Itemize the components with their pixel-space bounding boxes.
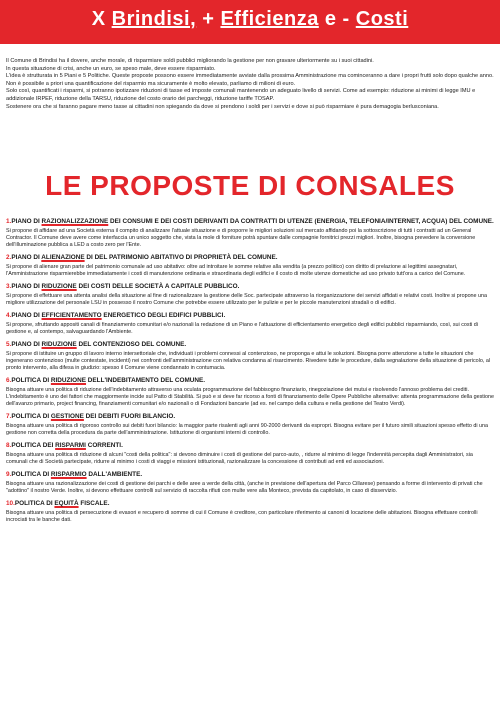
proposal-title-pre: PIANO DI (11, 312, 42, 319)
proposal-title-pre: POLITICA DI (14, 500, 55, 507)
intro-paragraph: In questa situazione di crisi, anche un euro, se speso male, deve essere risparmiato. (6, 65, 216, 72)
proposal-title (6, 341, 494, 349)
proposal-title-post: DEL CONTENZIOSO DEL COMUNE. (76, 341, 187, 348)
proposal-title-post: DI DEL PATRIMONIO ABITATIVO DI PROPRIETÀ DEL COMUNE. (84, 254, 278, 261)
proposal-body: Si propone, sfruttando appositi canali di finanziamento comunitari e/o nazionali la redazione di un Piano e l'attuazione di efficientamento energetico degli edifici pubblici risparmiando, così, sui costi di gestione e, al contempo, salvaguardando l'Ambiente. (6, 322, 478, 335)
proposal-item (6, 312, 494, 336)
proposal-title-pre: PIANO DI (11, 218, 42, 225)
proposal-keyword: RIDUZIONE (41, 283, 77, 290)
proposal-item (6, 442, 494, 466)
proposal-body: Bisogna attuare una politica di rigoroso controllo sui debiti fuori bilancio: la maggior parte risalenti agli anni 90-2000 derivanti da espropri. Bisogna evitare per il futuro simili situazioni spesso effetto di una gestione non corretta della procedura da parte dell'amministrazione. Istituzione di organismi interni di controllo. (6, 423, 489, 436)
proposal-number: 1. (6, 218, 12, 225)
title-plus: + (196, 8, 221, 30)
proposal-title-post: DEI CONSUMI E DEI COSTI DERIVANTI DA CONTRATTI DI UTENZE (ENERGIA, TELEFONIA/INTERNET, ACQUA) DEL COMUNE. (108, 218, 494, 225)
proposal-title-post: DELL'INDEBITAMENTO DEL COMUNE. (86, 377, 206, 384)
intro-paragraph: Solo così, quantificati i risparmi, si potranno ipotizzare riduzioni di tasse ed imposte comunali mantenendo un adeguato livello di servizi. Come ad esempio: riduzione ai minimi di legge IMU e addizionale IRPEF, riduzione della TARSU, riduzione del costo orario dei parcheggi, riduzione tariffe TOSAP. (6, 88, 476, 102)
proposal-title (6, 413, 494, 421)
proposal-number: 8. (6, 442, 12, 449)
proposal-body: Bisogna attuare una politica di riduzione di alcuni "costi della politica": si devono diminuire i costi di gestione del parco-auto, , ridurre al minimo di legge l'indennità percepita dagli Amministratori, sia comunali che di Società partecipate, ridurre al minimo i costi di viaggi e missioni istituzionali, razionalizzare la concessione di contributi ad enti ed associazioni. (6, 452, 473, 465)
title-efficienza: Efficienza (220, 8, 319, 30)
proposal-body: Si propone di effettuare una attenta analisi della situazione al fine di razionalizzare la gestione delle Soc. partecipate attraverso la riorganizzazione dei servizi affidati e relativi costi. Inoltre si propone una migliore utilizzazione del personale LSU in possesso il nostro Comune che potrebbe essere utilizzato per le pulizie e per le piccole manutenzioni stradali o di edifici. (6, 293, 488, 306)
proposal-title-pre: PIANO DI (11, 341, 42, 348)
header-banner (0, 0, 500, 44)
proposal-keyword: RISPARMI (55, 442, 86, 449)
proposal-title (6, 377, 494, 385)
proposal-item (6, 218, 494, 249)
banner-title (0, 8, 500, 31)
proposal-keyword: EQUITÀ (54, 500, 79, 507)
proposal-keyword: RAZIONALIZZAZIONE (41, 218, 109, 225)
proposal-number: 10. (6, 500, 15, 507)
title-brindisi: Brindisi, (111, 8, 197, 30)
proposal-keyword: RIDUZIONE (50, 377, 87, 384)
proposal-title (6, 218, 494, 226)
proposal-title-pre: POLITICA DI (11, 413, 51, 420)
proposal-item (6, 471, 494, 495)
intro-paragraph: L'idea è strutturata in 5 Piani e 5 Politiche. Queste proposte possono essere immediatamente avviate dalla prossima Amministrazione ma cominceranno a dare i propri frutti solo dopo qualche anno. Non è possibile a priori una quantificazione del risparmio ma sicuramente è molto elevato, parliamo di milioni di euro. (6, 73, 494, 87)
proposal-body: Bisogna attuare una politica di persecuzione di evasori e recupero di somme di cui il Comune è creditore, con particolare riferimento ai canoni di locazione delle abitazioni. Bisogna effettuare controlli incrociati tra le banche dati. (6, 510, 478, 523)
proposal-title-pre: POLITICA DI (11, 471, 51, 478)
proposal-keyword: ALIENAZIONE (41, 254, 85, 261)
proposal-item (6, 341, 494, 372)
proposal-item (6, 254, 494, 278)
proposal-title (6, 254, 494, 262)
proposal-title (6, 283, 494, 291)
proposal-title-post: DEI COSTI DELLE SOCIETÀ A CAPITALE PUBBLICO. (76, 283, 240, 290)
proposal-body: Si propone di affidare ad una Società esterna il compito di analizzare l'attuale situazione e di proporre le migliori soluzioni sul mercato affidando poi la sottoscrizione di tutti i contratti ad un General Contractor. Il Comune deve avere come interfaccia un unico soggetto che, vista la mole di forniture potrà spuntare dalle compagnie fornitrici prezzi migliori. Inoltre, bisogna prevedere la conversione dell'illuminazione pubblica a LED a costo zero per l'Ente. (6, 228, 476, 248)
proposal-keyword: GESTIONE (50, 413, 84, 420)
proposal-number: 5. (6, 341, 12, 348)
title-costi: Costi (355, 8, 409, 30)
proposal-title-pre: POLITICA DI (11, 377, 51, 384)
proposal-title (6, 312, 494, 320)
proposal-title (6, 442, 494, 450)
proposal-number: 3. (6, 283, 12, 290)
title-minus: e - (318, 8, 356, 30)
proposal-item (6, 283, 494, 307)
proposal-item (6, 377, 494, 408)
proposal-number: 7. (6, 413, 12, 420)
proposal-title-pre: PIANO DI (11, 283, 42, 290)
proposal-keyword: RISPARMIO (50, 471, 87, 478)
proposal-title-post: CORRENTI. (85, 442, 123, 449)
proposal-body: Bisogna attuare una razionalizzazione dei costi di gestione dei parchi e delle aree a verde della città, (anche in previsione dell'apertura del Parco Cillarese) pensando a forme di intervento di privati che "adottino" il nostro Verde. Inoltre, si devono effettuare controlli sul servizio di raccolta rifiuti con multe vere alla Monteco, prevista da capitolato, in caso di disservizio. (6, 481, 483, 494)
proposal-title-pre: POLITICA DEI (11, 442, 56, 449)
proposal-title-pre: PIANO DI (11, 254, 42, 261)
proposal-number: 4. (6, 312, 12, 319)
proposal-title (6, 500, 494, 508)
proposal-number: 2. (6, 254, 12, 261)
proposals-list (6, 218, 494, 529)
proposal-body: Bisogna attuare una politica di riduzione dell'indebitamento attraverso una oculata programmazione del fabbisogno finanziario, rinegoziazione dei mutui e risolvendo l'annoso problema dei crediti. L'indebitamento è uno dei fattori che maggiormente incide sul Patto di Stabilità. Si può e si deve far ricorso a fonti di finanziamento delle Opere Pubbliche alternative: attenta programmazione della gestione dell'avanzo primario, project financing, finanziamenti comunitari e/o nazionali o di Fondazioni bancarie (ad es. nel campo della cultura e nella gestione del Teatro Verdi). (6, 387, 494, 407)
proposal-number: 6. (6, 377, 12, 384)
proposal-body: Si propone di alienare gran parte del patrimonio comunale ad uso abitativo: oltre ad introitare le somme relative alla vendita (a prezzo politico) con diritto di prelazione ai legittimi assegnatari, l'Amministrazione risparmierebbe immediatamente i costi di manutenzione ordinaria e straordinaria degli edifici e il costo di molte utenze domestiche ad uso privato tutt'ora a carico del Comune. (6, 264, 466, 277)
proposal-number: 9. (6, 471, 12, 478)
intro-paragraph: Il Comune di Brindisi ha il dovere, anche morale, di risparmiare soldi pubblici migliorando la gestione per non gravare ulteriormente su i suoi cittadini. (6, 58, 374, 64)
proposal-title-post: DEI DEBITI FUORI BILANCIO. (83, 413, 176, 420)
proposal-title-post: DALL'AMBIENTE. (86, 471, 143, 478)
proposal-item (6, 413, 494, 437)
intro-text (6, 58, 494, 111)
proposal-title-post: FISCALE. (78, 500, 110, 507)
main-title: LE PROPOSTE DI CONSALES (45, 170, 455, 201)
title-prefix: X (91, 8, 112, 30)
proposal-item (6, 500, 494, 524)
proposal-keyword: RIDUZIONE (41, 341, 77, 348)
proposal-title (6, 471, 494, 479)
proposal-title-post: ENERGETICO DEGLI EDIFICI PUBBLICI. (101, 312, 226, 319)
proposal-keyword: EFFICIENTAMENTO (41, 312, 102, 319)
proposal-body: Si propone di istituire un gruppo di lavoro interno intersettoriale che, individuati i problemi connessi al contenzioso, ne proponga e attui le soluzioni. Bisogna porre attenzione a tutte le situazioni che ingenerano contenzioso (multe contestate, incidenti) nei confronti dell'amministrazione con relativa condanna al risarcimento. Rivedere tutte le procedure, dalla segnalazione della situazione di pericolo, al pronto intervento, alla difesa in giudizio: spesso il Comune viene condannato in contumacia. (6, 351, 491, 371)
intro-paragraph: Sostenere ora che si faranno pagare meno tasse ai cittadini non spiegando da dove si prendono i soldi per i servizi e dove si può risparmiare è pura demagogia berlusconiana. (6, 103, 439, 110)
